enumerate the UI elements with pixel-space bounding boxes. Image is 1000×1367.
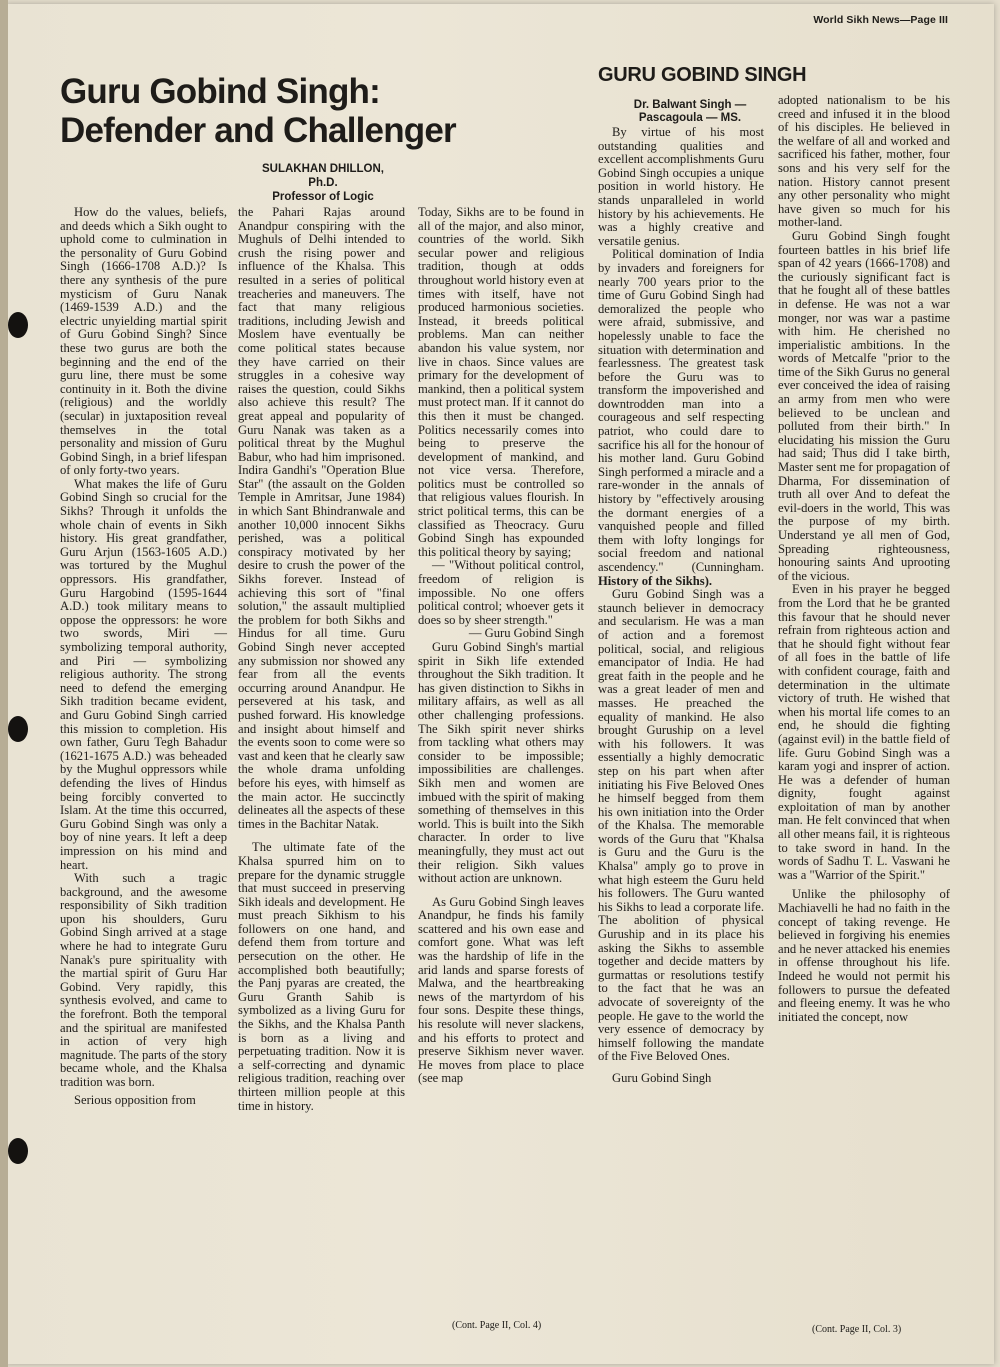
author-name: Dr. Balwant Singh —: [633, 99, 747, 111]
paragraph: Even in his prayer he begged from the Lord that he be granted this favour that he should never refrain from righteous action and that he should fight without fear of all foes in the battle of life with confident courage, faith and determination in the ultimate victory of truth. He wished that when his mortal life comes to an end, he should die fighting (against evil) in the battle field of life. Guru Gobind Singh was a karam yogi and insprer of action. He was a defender of human dignity, fought against exploitation of man by another man. He felt convinced that when all other means fail, it is righteous to take sword in hand. In the words of Sadhu T. L. Vaswani he was a "Warrior of the Spirit.": [778, 582, 950, 882]
byline-degree: Ph.D.: [308, 177, 338, 189]
paragraph: By virtue of his most outstanding qualities and excellent accomplishments Guru Gobind Singh occupies a unique position in world history. He stands unparalleled in world history by his achievements. He was a highly creative and versatile genius.: [598, 125, 764, 248]
binder-hole: [8, 1138, 28, 1164]
paragraph: Serious opposition from: [74, 1092, 196, 1107]
author-place: Pascagoula — MS.: [638, 112, 742, 124]
citation: History of the Sikhs).: [598, 573, 713, 588]
page-edge: [0, 0, 8, 1367]
paragraph: Today, Sikhs are to be found in all of the major, and also minor, countries of the world. Sikh secular power and religious tradition, though at odds throughout world history even at times with itself, have not produced harmonious societies. Instead, it breeds political problems. Man can neither abandon his value system, nor live in chaos. Since values are primary for the development of mankind, then a political system must protect man. If it cannot do this then it must be changed. Politics necessarily comes into being to preserve the development of mankind, and not vice versa. Therefore, politics must be controlled so that religious values flourish. In strict political terms, this can be classified as Theocracy. Guru Gobind Singh has expounded this political theory by saying;: [418, 205, 584, 559]
article2-title: GURU GOBIND SINGH: [598, 64, 807, 86]
paragraph: [598, 248, 764, 588]
paragraph: Guru Gobind Singh was a staunch believer in democracy and secularism. He was a man of action and a foremost political, social, and religious emancipator of India. He had great faith in the people and he was a great leader of men and masses. He preached the equality of mankind. He also brought Guruship on a level with his followers. It was essentially a highly democratic step on his part when after initiating his Five Beloved Ones he himself begged from them his own initiation into the Order of the Khalsa. The memorable words of the Guru that "Khalsa is Guru and the Guru is the Khalsa" amply go to prove in what high esteem the Guru held his followers. The Guru wanted his Sikhs to lead a corporate life. The abolition of physical Guruship and in its place his asking the Sikhs to assemble together and decide matters by gurmattas or resolutions testify to the fact that he was an advocate of sovereignty of the people. He gave to the world the very essence of democracy by himself following the mandate of the Five Beloved Ones.: [598, 587, 764, 1064]
binder-hole: [8, 312, 28, 338]
article-headline: [60, 72, 456, 150]
paragraph: With such a tragic background, and the awesome responsibility of Sikh tradition upon his shoulders, Guru Gobind Singh arrived at a stage where he had to integrate Guru Nanak's pure spirituality with the martial spirit of Guru Har Gobind. Very rapidly, this synthesis evolved, and came to the forefront. Both the temporal and the spiritual are manifested in action of very high magnitude. The parts of the story became whole, and the Khalsa tradition was born.: [60, 871, 227, 1089]
continuation-note: (Cont. Page II, Col. 3): [812, 1324, 902, 1335]
headline-line-1: Guru Gobind Singh:: [60, 72, 380, 111]
article1-column-1: [60, 206, 227, 1107]
paragraph: Guru Gobind Singh's martial spirit in Sikh life extended throughout the Sikh tradition. It has given distinction to Sikhs in military affairs, as well as all other challenging professions. The Sikh spirit never shirks from tackling what others may consider to be impossible; impossibilities are challenges. Sikh men and women are imbued with the spirit of making something of themselves in this world. This is built into the Sikh character. In order to live meaningfully, they must act out their religion. Sikh values without action are unknown.: [418, 640, 584, 886]
pull-quote: — "Without political control, freedom of religion is impossible. No one offers political control; whoever gets it does so by sheer strength.": [418, 558, 584, 627]
article2-column-1: [598, 126, 764, 1086]
continuation-note: (Cont. Page II, Col. 4): [452, 1320, 542, 1331]
paragraph: Guru Gobind Singh fought fourteen battles in his brief life span of 42 years (1666-1708) and the curiously significant fact is that he fought all of these battles in defense. He was not a war monger, nor was war a pastime with him. He cherished no imperialistic ambitions. In the words of Metcalfe "prior to the time of the Sikh Gurus no general ever conceived the idea of raising an army from men who were believed to be unclean and polluted from their birth." In elucidating his mission the Guru had said; Thus did I take birth, Master sent me for propagation of Dharma, For dissemination of truth all over And to defeat the evil-doers in the world, This was the purpose of my birth. Understand ye all men of God, Spreading righteousness, honouring saints And uprooting of the vicious.: [778, 228, 950, 583]
paragraph: Unlike the philosophy of Machiavelli he had no faith in the concept of taking revenge. He believed in forgiving his enemies and he never attacked his enemies in offense throughout his life. Indeed he would not permit his followers to pursue the defeated and fleeing enemy. It was he who initiated the concept, now: [778, 887, 950, 1024]
paragraph: The ultimate fate of the Khalsa spurred him on to prepare for the dynamic struggle that must succeed in preserving Sikh ideals and development. He must preach Sikhism to his followers on one hand, and defend them from torture and persecution on the other. He accomplished both beautifully; the Panj pyaras are created, the Guru Granth Sahib is symbolized as a living Guru for the Sikhs, and the Khalsa Panth is born as a living and perpetuating tradition. Now it is a self-correcting and dynamic religious tradition, reaching over thirteen million people at this time in history.: [238, 840, 405, 1113]
article1-column-3: [418, 206, 584, 1086]
paragraph: As Guru Gobind Singh leaves Anandpur, he finds his family scattered and his own ease and comfort gone. What was left was the hardship of life in the arid lands and sparse forests of Malwa, and the heartbreaking news of the martyrdom of his four sons. Despite these things, his resolute will never slackens, and his efforts to protect and preserve Sikhism never waver. He moves from place to place (see map: [418, 894, 584, 1086]
masthead: World Sikh News—Page III: [813, 14, 948, 26]
paragraph: What makes the life of Guru Gobind Singh so crucial for the Sikhs? Through it unfolds the whole chain of events in Sikh history. His great grandfather, Guru Arjun (1563-1605 A.D.) was tortured by the Mughul oppressors. His grandfather, Guru Hargobind (1595-1644 A.D.) took military means to oppose the oppressors: he wore two swords, Miri — symbolizing temporal authority, and Piri — symbolizing religious authority. The strong need to defend the emerging Sikh tradition became evident, and Guru Gobind Singh carried this mission to completion. His own father, Guru Tegh Bahadur (1621-1675 A.D.) was beheaded by the Mughul oppressors while defending the lives of Hindus being forcibly converted to Islam. At the time this occurred, Guru Gobind Singh was only a boy of nine years. It left a deep impression on his mind and heart.: [60, 476, 227, 872]
paragraph: the Pahari Rajas around Anandpur conspiring with the Mughuls of Delhi intended to crush the rising power and influence of the Khalsa. This resulted in a series of political treacheries and maneuvers. The fact that many religious traditions, including Jewish and Moslem have eventually be come political states because they have carried on their struggles in a cohesive way raises the question, could Sikhs also achieve this result? The great appeal and popularity of Guru Nanak was taken as a political threat by the Mughul Babur, who had him imprisoned. Indira Gandhi's "Operation Blue Star" (the assault on the Golden Temple in Amritsar, June 1984) in which Sant Bhindranwale and another 10,000 innocent Sikhs perished, was a political conspiracy motivated by her desire to crush the power of the Sikhs forever. Instead of achieving this sort of "final solution," the assault multiplied the problem for both Sikhs and Hindus for all time. Guru Gobind Singh never accepted any submission nor showed any fear from all the events occurring around Anandpur. He persevered at his task, and pushed forward. His knowledge and insight about himself and the events soon to come were so vast and keen that he clearly saw the whole drama unfolding before his eyes, with himself as the main actor. He succinctly delineates all the aspects of these times in the Bachitar Natak.: [238, 205, 405, 831]
quote-source: — Guru Gobind Singh: [468, 626, 584, 641]
paragraph-text: Political domination of India by invaders and foreigners for nearly 700 years prior to the time of Guru Gobind Singh had demoralized the people who were afraid, submissive, and hopelessly unable to face the situation with determination and fearlessness. The greatest task before the Guru was to transform the impoverished and downtrodden man into a courageous and self respecting patriot, who could dare to sacrifice his all for the honour of his mother land. Guru Gobind Singh performed a miracle and a rare-wonder in the annals of history by "effectively arousing the dormant energies of a vanquished people and filled them with lofty longings for social freedom and national ascendency." (Cunningham.: [598, 247, 764, 574]
byline-title: Professor of Logic: [272, 191, 374, 203]
article2-author: [606, 99, 774, 125]
byline-name: SULAKHAN DHILLON,: [261, 163, 385, 175]
paragraph: adopted nationalism to be his creed and infused it in the blood of his disciples. He believed in the welfare of all and worked and sacrificed his father, mother, four sons and his very self for the nation. History cannot present any other personality who might have given so much for his mother-land.: [778, 93, 950, 230]
byline: [238, 162, 408, 204]
binder-hole: [8, 716, 28, 742]
headline-line-2: Defender and Challenger: [60, 111, 456, 150]
article2-column-2: [778, 94, 950, 1024]
paragraph: Guru Gobind Singh: [612, 1070, 712, 1085]
paragraph: How do the values, beliefs, and deeds which a Sikh ought to uphold come to culmination in the personality of Guru Gobind Singh (1666-1708 A.D.)? Is there any synthesis of the pure mysticism of Guru Nanak (1469-1539 A.D.) and the electric unyielding martial spirit of Guru Gobind Singh? Since these two gurus are both the beginning and the end of the guru line, there must be some continuity in it. Both the divine (religious) and the worldly (secular) in juxtaposition reveal themselves in the total personality and mission of Guru Gobind Singh, in a brief lifespan of only forty-two years.: [60, 205, 227, 478]
article1-column-2: [238, 206, 405, 1113]
